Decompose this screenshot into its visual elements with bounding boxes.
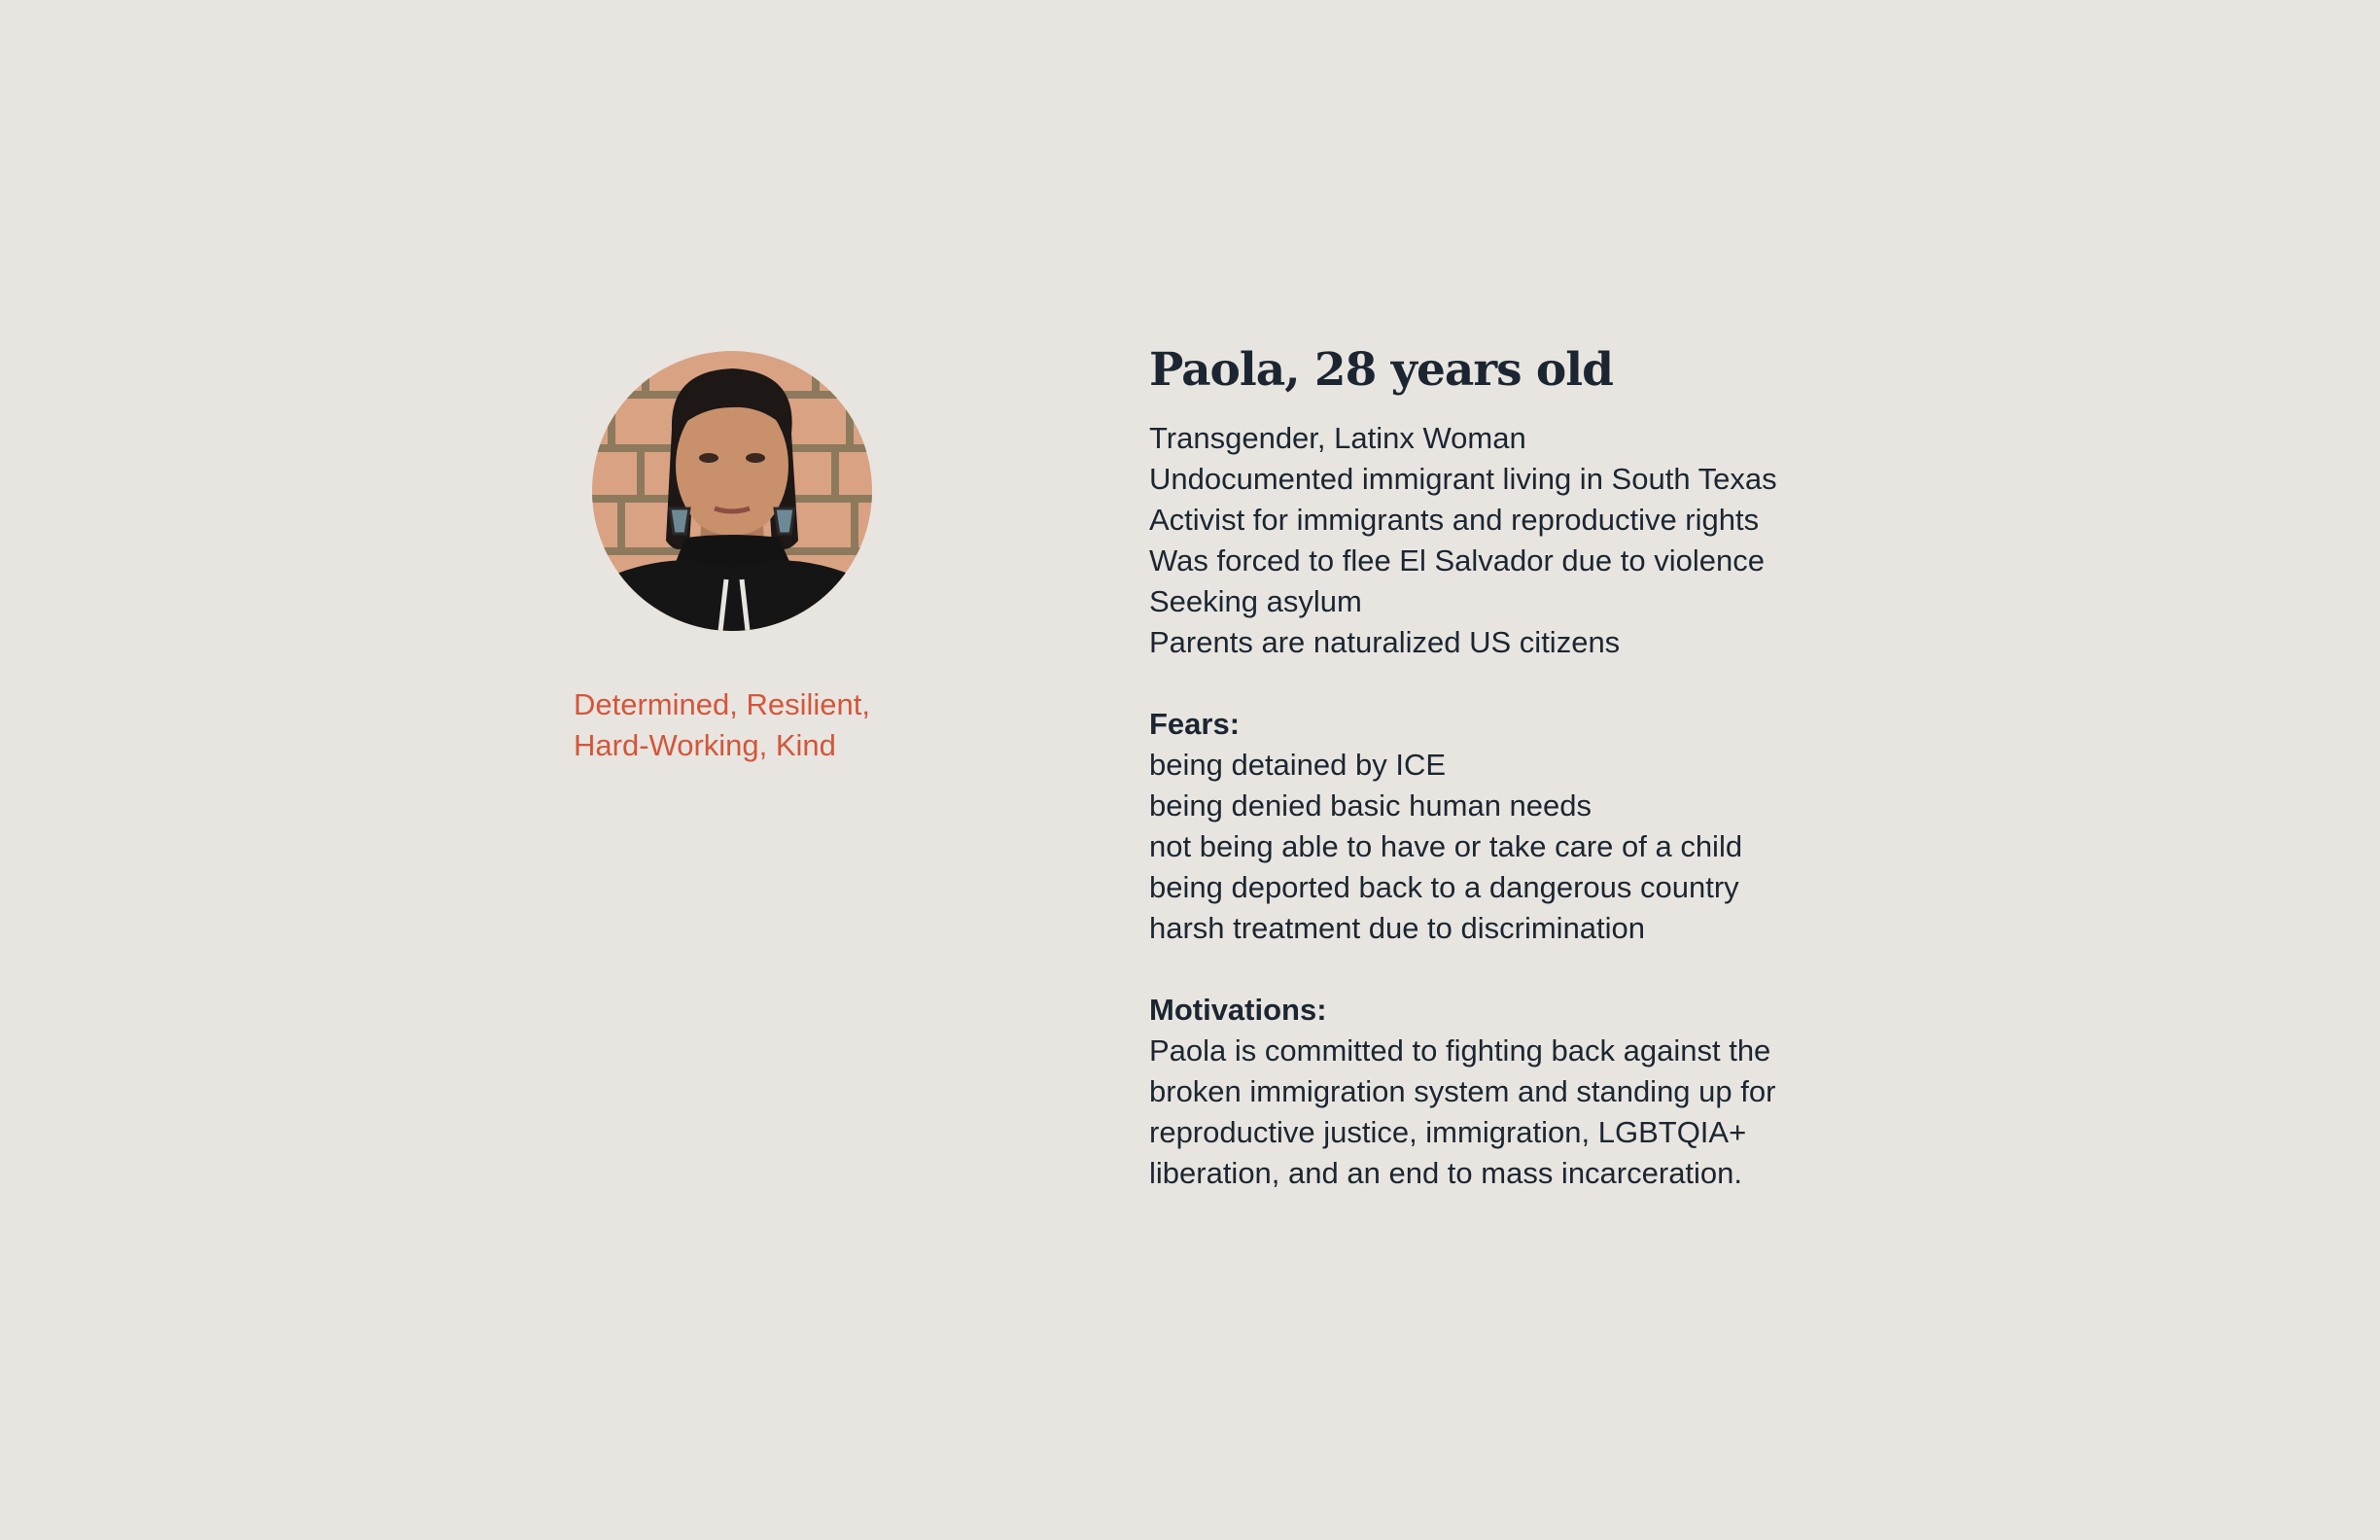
fear-item: harsh treatment due to discrimination	[1149, 911, 1646, 945]
persona-profile	[1149, 340, 1888, 1194]
fear-item: being detained by ICE	[1149, 748, 1447, 782]
fact-item: Transgender, Latinx Woman	[1149, 421, 1526, 455]
fact-item: Was forced to flee El Salvador due to violence	[1149, 543, 1765, 578]
persona-name-age: Paola, 28 years old	[1149, 343, 1614, 397]
motivation-line: reproductive justice, immigration, LGBTQIA+	[1149, 1115, 1747, 1149]
persona-avatar	[592, 351, 872, 631]
fears-heading: Fears:	[1149, 707, 1241, 741]
fears-section	[1149, 704, 1888, 949]
fact-item: Activist for immigrants and reproductive rights	[1149, 503, 1760, 537]
fact-item: Undocumented immigrant living in South Texas	[1149, 462, 1777, 496]
motivation-line: Paola is committed to fighting back against the	[1149, 1033, 1771, 1068]
fact-item: Parents are naturalized US citizens	[1149, 625, 1621, 659]
motivations-text	[1149, 1031, 1888, 1194]
persona-traits	[574, 684, 982, 766]
fear-item: being deported back to a dangerous country	[1149, 870, 1739, 904]
traits-line: Determined, Resilient,	[574, 687, 870, 721]
traits-line: Hard-Working, Kind	[574, 728, 836, 762]
motivation-line: liberation, and an end to mass incarceration.	[1149, 1156, 1743, 1190]
fear-item: being denied basic human needs	[1149, 788, 1592, 822]
motivations-heading: Motivations:	[1149, 993, 1327, 1027]
fear-item: not being able to have or take care of a child	[1149, 829, 1743, 863]
fact-item: Seeking asylum	[1149, 584, 1362, 618]
motivations-section	[1149, 990, 1888, 1194]
persona-facts	[1149, 418, 1888, 663]
motivation-line: broken immigration system and standing up for	[1149, 1074, 1776, 1108]
